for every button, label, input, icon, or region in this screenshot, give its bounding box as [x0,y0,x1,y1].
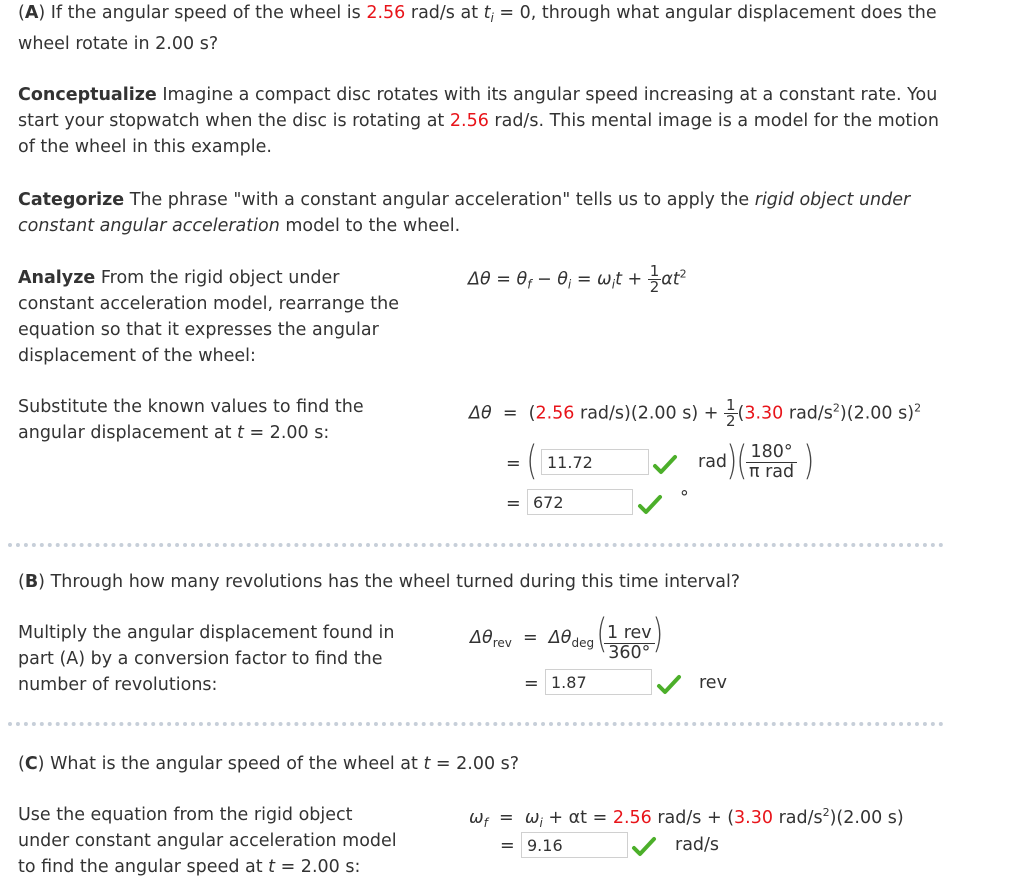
analyze-paragraph: Analyze From the rigid object under constant acceleration model, rearrange the equation so that it expresses the angular displacement of the wheel: [18,268,399,366]
unit-degree: ° [680,488,689,508]
revolution-conversion-fraction: $\frac{\text{1 rev}}{360^\circ}$ [604,624,655,663]
open-paren: ( [526,438,538,484]
categorize-paragraph: Categorize The phrase "with a constant angular acceleration" tells us to apply the rigid object under constant angular acceleration model to the wheel. [18,190,911,236]
unit-rev: rev [699,673,727,693]
half-fraction: $\frac{1}{2}$ [649,262,660,296]
correct-check-icon [637,494,663,516]
substitute-paragraph: Substitute the known values to find the angular displacement at t = 2.00 s: [18,397,364,443]
part-b-description: Multiply the angular displacement found in part (A) by a conversion factor to find the number of revolutions: [18,623,395,695]
open-paren: ( [596,611,608,657]
equals-sign: = [500,836,515,856]
part-b-question: (B) Through how many revolutions has the wheel turned during this time interval? [18,572,741,592]
angular-speed-equation: $\omega_f = \omega_i + \alpha t = 2.56$ rad/s + (3.30 rad/$s^2)(2.00$ s) [469,806,904,830]
unit-rad-per-s: rad/s [675,835,720,855]
correct-check-icon [631,836,657,858]
part-c-question: (C) What is the angular speed of the wheel at t = 2.00 s? [18,754,520,774]
conceptualize-paragraph: Conceptualize Imagine a compact disc rotates with its angular speed increasing at a constant rate. You start your stopwatch when the disc is rotating at 2.56 rad/s. This mental image is a model for the motion of the wheel in this example. [18,85,939,157]
answer-speed-field[interactable]: 9.16 [521,832,628,858]
unit-rad: rad [698,452,728,472]
answer-rev-field[interactable]: 1.87 [545,669,652,695]
correct-check-icon [656,674,682,696]
correct-check-icon [652,454,678,476]
section-divider [8,543,944,547]
answer-rad-field[interactable]: 11.72 [541,449,649,475]
equals-sign: = [524,674,539,694]
close-paren: ) [726,438,738,484]
part-c-description: Use the equation from the rigid object under constant angular acceleration model to find the angular speed at t = 2.00 s: [18,805,397,877]
half-fraction: $\frac{1}{2}$ [725,396,736,430]
revolution-equation: $\Delta\theta_{rev} = \Delta\theta_{deg}$ [470,628,595,650]
equals-sign: = [506,494,521,514]
part-a-question: (A) If the angular speed of the wheel is 2.56 rad/s at $t_i = 0$, through what angular displacement does the wheel rotate in 2.00 s? [18,3,937,54]
equals-sign: = [506,454,521,474]
close-paren: ) [652,611,664,657]
close-paren: ) [803,438,815,484]
open-paren: ( [736,438,748,484]
degree-conversion-fraction: $\frac{180^\circ}{\text{π rad}}$ [746,443,797,482]
section-divider [8,722,944,726]
substitution-equation: Δθ = (2.56 rad/s)(2.00 s) + $\frac{1}{2}$ (3.30 rad/$s^2)(2.00$ s)$^2$ [469,396,922,430]
displacement-equation: $\Delta\theta = \theta_f - \theta_i = \omega_it$ + $\frac{1}{2}$ $\alpha t^2$ [468,262,687,296]
answer-deg-field[interactable]: 672 [527,489,633,515]
